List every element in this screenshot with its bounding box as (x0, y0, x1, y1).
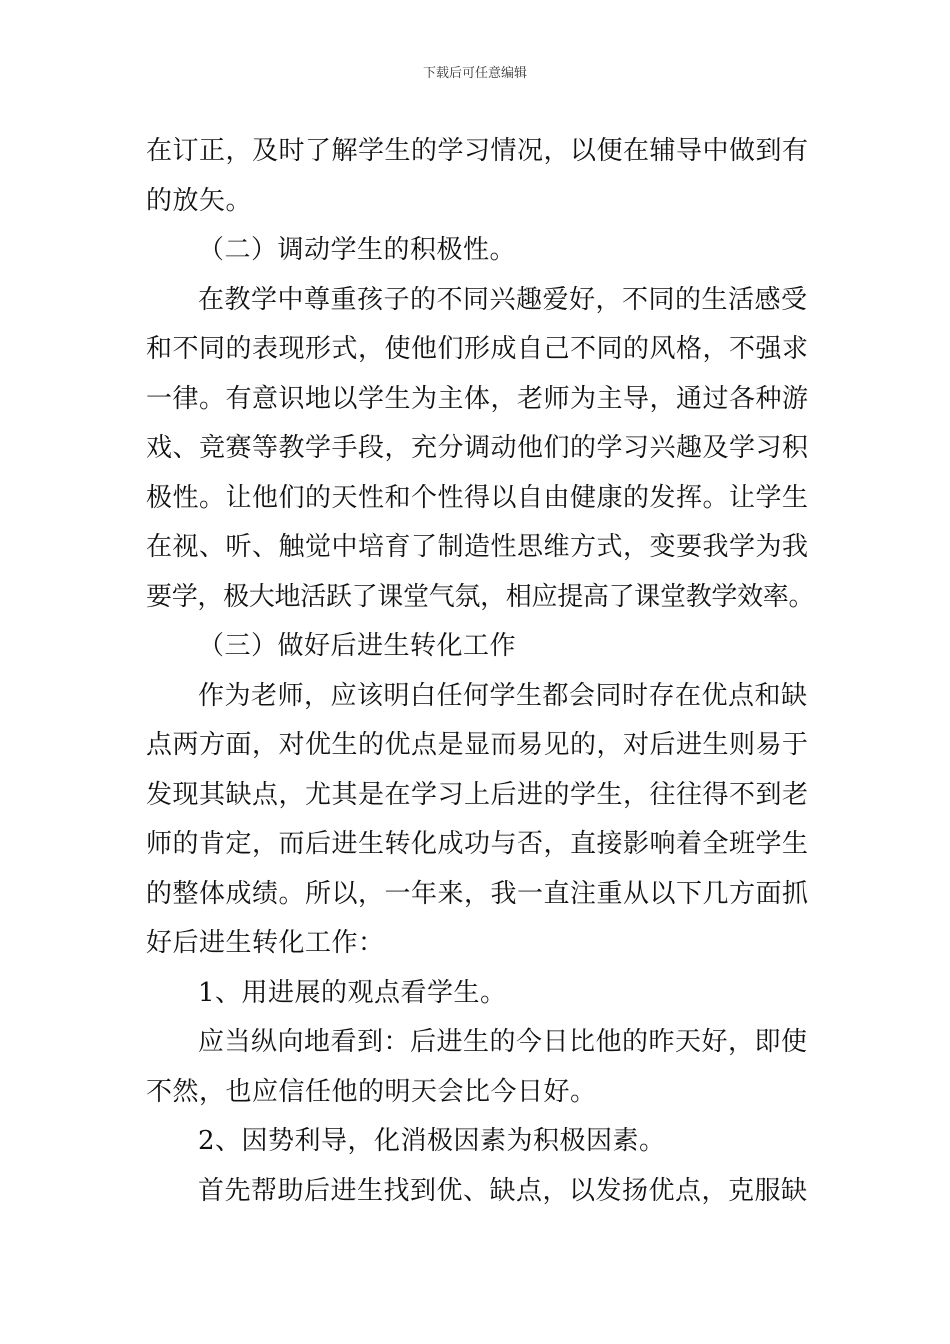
text-line: 不然，也应信任他的明天会比今日好。 (146, 1076, 597, 1107)
text-line: 作为老师，应该明白任何学生都会同时存在优点和缺 (198, 680, 808, 711)
text-line: 应当纵向地看到：后进生的今日比他的昨天好，即使 (198, 1027, 808, 1057)
text-line: 的整体成绩。所以，一年来，我一直注重从以下几方面抓 (146, 878, 809, 909)
text-line: 在订正，及时了解学生的学习情况，以便在辅导中做到有 (146, 136, 809, 166)
section-heading: （三）做好后进生转化工作 (198, 631, 517, 661)
text-line: 发现其缺点，尤其是在学习上后进的学生，往往得不到老 (146, 779, 809, 810)
document-body (146, 127, 815, 1216)
text-line: 好后进生转化工作： (146, 928, 385, 958)
section-heading: （二）调动学生的积极性。 (198, 235, 517, 265)
text-line: 首先帮助后进生找到优、缺点，以发扬优点，克服缺 (198, 1175, 808, 1206)
text-line: 在视、听、触觉中培育了制造性思维方式，变要我学为我 (146, 532, 809, 562)
text-line: 的放矢。 (146, 185, 253, 216)
text-line: 戏、竞赛等教学手段，充分调动他们的学习兴趣及学习积 (146, 433, 809, 463)
text-line: 极性。让他们的天性和个性得以自由健康的发挥。让学生 (146, 482, 809, 513)
text-line: 在教学中尊重孩子的不同兴趣爱好，不同的生活感受 (198, 284, 808, 315)
text-line: 一律。有意识地以学生为主体，老师为主导，通过各种游 (146, 383, 809, 414)
numbered-heading: 1、用进展的观点看学生。 (198, 977, 507, 1008)
text-line: 和不同的表现形式，使他们形成自己不同的风格，不强求 (146, 334, 809, 364)
page-header: 下载后可任意编辑 (422, 66, 527, 81)
numbered-heading: 2、因势利导，化消极因素为积极因素。 (198, 1126, 666, 1156)
text-line: 点两方面，对优生的优点是显而易见的，对后进生则易于 (146, 730, 809, 760)
text-line: 要学，极大地活跃了课堂气氛，相应提高了课堂教学效率。 (146, 581, 815, 612)
text-line: 师的肯定，而后进生转化成功与否，直接影响着全班学生 (146, 829, 809, 859)
